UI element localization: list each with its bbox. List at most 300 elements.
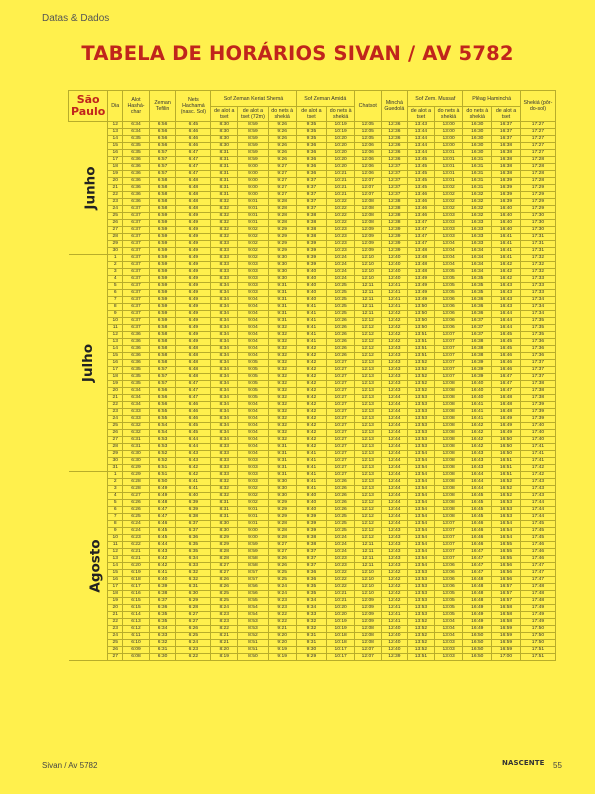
time-cell: 13:08 [434, 479, 463, 486]
day-cell: 31 [108, 465, 123, 472]
time-cell: 6:32 [149, 640, 176, 647]
day-cell: 17 [108, 367, 123, 374]
time-cell: 12:37 [381, 164, 408, 171]
table-row [69, 318, 556, 325]
time-cell: 12:13 [354, 444, 381, 451]
table-row [69, 647, 556, 654]
table-row [69, 367, 556, 374]
table-row [69, 185, 556, 192]
time-cell: 17:32 [520, 269, 555, 276]
time-cell: 13:44 [408, 143, 435, 150]
time-cell: 16:47 [492, 374, 521, 381]
time-cell: 12:11 [354, 563, 381, 570]
time-cell: 16:45 [492, 339, 521, 346]
time-cell: 16:37 [492, 136, 521, 143]
table-row [69, 528, 556, 535]
time-cell: 9:03 [238, 290, 269, 297]
time-cell: 9:27 [268, 164, 296, 171]
time-cell: 6:56 [149, 388, 176, 395]
time-cell: 13:02 [434, 206, 463, 213]
time-cell: 9:41 [296, 458, 327, 465]
time-cell: 12:44 [381, 500, 408, 507]
time-cell: 8:32 [211, 213, 238, 220]
time-cell: 8:34 [211, 409, 238, 416]
time-cell: 6:59 [149, 220, 176, 227]
time-cell: 16:31 [463, 157, 492, 164]
time-cell: 9:31 [268, 311, 296, 318]
time-cell: 9:25 [268, 570, 296, 577]
time-cell: 9:32 [268, 416, 296, 423]
time-cell: 12:44 [381, 514, 408, 521]
time-cell: 10:25 [327, 290, 355, 297]
time-cell: 13:52 [408, 626, 435, 633]
table-row [69, 479, 556, 486]
time-cell: 6:59 [149, 248, 176, 255]
table-row [69, 136, 556, 143]
time-cell: 17:36 [520, 353, 555, 360]
time-cell: 8:59 [238, 143, 269, 150]
time-cell: 9:37 [296, 199, 327, 206]
table-row [69, 584, 556, 591]
time-cell: 16:38 [492, 157, 521, 164]
time-cell: 12:12 [354, 521, 381, 528]
time-cell: 16:58 [492, 612, 521, 619]
time-cell: 8:27 [211, 570, 238, 577]
time-cell: 9:40 [296, 283, 327, 290]
time-cell: 6:30 [123, 458, 150, 465]
time-cell: 12:12 [354, 528, 381, 535]
time-cell: 8:33 [211, 465, 238, 472]
time-cell: 10:26 [327, 346, 355, 353]
time-cell: 6:49 [176, 304, 211, 311]
table-row [69, 549, 556, 556]
day-cell: 8 [108, 521, 123, 528]
time-cell: 13:07 [434, 339, 463, 346]
time-cell: 17:35 [520, 318, 555, 325]
time-cell: 9:36 [296, 150, 327, 157]
table-row [69, 122, 556, 129]
time-cell: 16:46 [463, 528, 492, 535]
day-cell: 22 [108, 402, 123, 409]
time-cell: 12:13 [354, 423, 381, 430]
time-cell: 13:53 [408, 577, 435, 584]
time-cell: 13:46 [408, 213, 435, 220]
time-cell: 17:29 [520, 199, 555, 206]
month-label [69, 472, 108, 661]
time-cell: 9:31 [268, 304, 296, 311]
time-cell: 16:37 [463, 318, 492, 325]
table-row [69, 234, 556, 241]
time-cell: 6:31 [149, 647, 176, 654]
time-cell: 8:30 [211, 521, 238, 528]
time-cell: 16:40 [492, 213, 521, 220]
time-cell: 13:53 [408, 395, 435, 402]
time-cell: 6:35 [123, 367, 150, 374]
time-cell: 6:28 [123, 486, 150, 493]
time-cell: 17:50 [520, 640, 555, 647]
time-cell: 8:34 [211, 325, 238, 332]
day-cell: 21 [108, 612, 123, 619]
time-cell: 13:54 [408, 549, 435, 556]
time-cell: 6:37 [123, 227, 150, 234]
time-cell: 6:14 [123, 612, 150, 619]
time-cell: 16:44 [492, 325, 521, 332]
table-row [69, 430, 556, 437]
time-cell: 13:04 [434, 626, 463, 633]
time-cell: 12:44 [381, 486, 408, 493]
time-cell: 9:27 [268, 185, 296, 192]
time-cell: 6:20 [123, 563, 150, 570]
time-cell: 6:25 [176, 633, 211, 640]
time-cell: 6:49 [176, 318, 211, 325]
day-cell: 11 [108, 542, 123, 549]
time-cell: 9:31 [268, 283, 296, 290]
time-cell: 6:58 [149, 185, 176, 192]
time-cell: 17:29 [520, 206, 555, 213]
time-cell: 9:05 [238, 381, 269, 388]
time-cell: 12:44 [381, 479, 408, 486]
day-cell: 2 [108, 479, 123, 486]
time-cell: 16:38 [492, 143, 521, 150]
time-cell: 8:55 [238, 598, 269, 605]
time-cell: 13:49 [408, 283, 435, 290]
time-cell: 6:29 [123, 465, 150, 472]
time-cell: 13:46 [408, 199, 435, 206]
time-cell: 12:11 [354, 290, 381, 297]
time-cell: 16:52 [492, 493, 521, 500]
time-cell: 6:37 [123, 248, 150, 255]
time-cell: 6:09 [123, 647, 150, 654]
time-cell: 9:26 [268, 129, 296, 136]
day-cell: 30 [108, 458, 123, 465]
time-cell: 13:08 [434, 395, 463, 402]
time-cell: 12:42 [381, 584, 408, 591]
time-cell: 9:05 [238, 388, 269, 395]
day-cell: 8 [108, 304, 123, 311]
time-cell: 6:28 [123, 479, 150, 486]
time-cell: 12:41 [381, 619, 408, 626]
time-cell: 16:48 [463, 591, 492, 598]
time-cell: 6:59 [149, 255, 176, 262]
time-cell: 9:39 [296, 248, 327, 255]
time-cell: 9:38 [296, 542, 327, 549]
time-cell: 16:44 [492, 318, 521, 325]
time-cell: 9:02 [238, 248, 269, 255]
time-cell: 9:26 [268, 122, 296, 129]
time-cell: 13:47 [408, 234, 435, 241]
time-cell: 6:58 [149, 178, 176, 185]
time-cell: 6:53 [149, 444, 176, 451]
month-name: Junho [82, 166, 99, 210]
day-cell: 26 [108, 647, 123, 654]
time-cell: 8:53 [238, 626, 269, 633]
time-cell: 12:10 [354, 591, 381, 598]
time-cell: 9:41 [296, 486, 327, 493]
table-row [69, 640, 556, 647]
time-cell: 6:37 [123, 283, 150, 290]
table-row [69, 409, 556, 416]
time-cell: 9:32 [268, 388, 296, 395]
time-cell: 12:13 [354, 437, 381, 444]
time-cell: 9:19 [268, 647, 296, 654]
time-cell: 13:05 [434, 591, 463, 598]
time-cell: 9:26 [268, 556, 296, 563]
time-cell: 13:03 [434, 227, 463, 234]
time-cell: 6:58 [149, 199, 176, 206]
time-cell: 6:37 [123, 220, 150, 227]
time-cell: 6:58 [149, 339, 176, 346]
time-cell: 6:47 [149, 514, 176, 521]
day-cell: 21 [108, 395, 123, 402]
time-cell: 12:12 [354, 332, 381, 339]
time-cell: 9:29 [268, 500, 296, 507]
time-cell: 9:36 [296, 143, 327, 150]
time-cell: 6:37 [123, 262, 150, 269]
table-row [69, 374, 556, 381]
time-cell: 6:32 [123, 423, 150, 430]
table-row [69, 514, 556, 521]
time-cell: 12:08 [354, 626, 381, 633]
day-cell: 16 [108, 150, 123, 157]
time-cell: 13:52 [408, 633, 435, 640]
day-cell: 25 [108, 423, 123, 430]
time-cell: 6:38 [176, 514, 211, 521]
time-cell: 13:07 [434, 360, 463, 367]
time-cell: 6:46 [176, 129, 211, 136]
time-cell: 13:54 [408, 542, 435, 549]
time-cell: 12:44 [381, 395, 408, 402]
time-cell: 13:08 [434, 493, 463, 500]
time-cell: 12:12 [354, 339, 381, 346]
time-cell: 17:28 [520, 164, 555, 171]
time-cell: 16:54 [492, 528, 521, 535]
time-cell: 9:29 [296, 654, 327, 661]
time-cell: 13:47 [408, 220, 435, 227]
time-cell: 10:27 [327, 444, 355, 451]
time-cell: 10:17 [327, 654, 355, 661]
time-cell: 12:07 [354, 178, 381, 185]
time-cell: 8:33 [211, 276, 238, 283]
time-cell: 6:59 [149, 318, 176, 325]
time-cell: 6:47 [176, 171, 211, 178]
time-cell: 16:45 [463, 493, 492, 500]
time-cell: 16:48 [463, 598, 492, 605]
time-cell: 10:26 [327, 493, 355, 500]
time-cell: 8:33 [211, 255, 238, 262]
time-cell: 13:54 [408, 563, 435, 570]
time-cell: 17:50 [520, 626, 555, 633]
time-cell: 10:26 [327, 318, 355, 325]
time-cell: 6:37 [123, 255, 150, 262]
time-cell: 13:01 [434, 150, 463, 157]
table-row [69, 612, 556, 619]
time-cell: 10:23 [327, 248, 355, 255]
time-cell: 6:34 [123, 122, 150, 129]
time-cell: 6:46 [176, 416, 211, 423]
time-cell: 6:59 [149, 304, 176, 311]
time-cell: 12:42 [381, 570, 408, 577]
time-cell: 8:25 [211, 591, 238, 598]
time-cell: 6:21 [123, 556, 150, 563]
time-cell: 13:49 [408, 276, 435, 283]
time-cell: 16:49 [492, 430, 521, 437]
time-cell: 8:31 [211, 500, 238, 507]
day-cell: 25 [108, 213, 123, 220]
time-cell: 6:38 [149, 591, 176, 598]
time-cell: 9:40 [296, 500, 327, 507]
time-cell: 12:44 [381, 409, 408, 416]
time-cell: 16:39 [492, 199, 521, 206]
publisher-logo: NASCENTE [502, 759, 545, 767]
time-cell: 16:50 [463, 647, 492, 654]
time-cell: 6:58 [149, 332, 176, 339]
time-cell: 12:06 [354, 150, 381, 157]
time-cell: 10:20 [327, 605, 355, 612]
time-cell: 13:06 [434, 304, 463, 311]
time-cell: 6:37 [123, 304, 150, 311]
time-cell: 6:49 [176, 234, 211, 241]
table-row [69, 311, 556, 318]
day-cell: 21 [108, 185, 123, 192]
time-cell: 9:00 [238, 528, 269, 535]
time-cell: 9:32 [268, 381, 296, 388]
time-cell: 8:34 [211, 395, 238, 402]
time-cell: 9:31 [268, 472, 296, 479]
time-cell: 8:34 [211, 437, 238, 444]
time-cell: 8:28 [211, 549, 238, 556]
time-cell: 17:34 [520, 311, 555, 318]
time-cell: 9:29 [268, 248, 296, 255]
time-cell: 13:08 [434, 514, 463, 521]
time-cell: 9:29 [268, 507, 296, 514]
header-amida: Sof Zeman Amidá [296, 91, 354, 107]
time-cell: 9:04 [238, 297, 269, 304]
time-cell: 13:00 [434, 129, 463, 136]
time-cell: 17:45 [520, 521, 555, 528]
time-cell: 16:47 [463, 570, 492, 577]
time-cell: 13:05 [434, 276, 463, 283]
time-cell: 17:31 [520, 234, 555, 241]
time-cell: 9:27 [268, 192, 296, 199]
time-cell: 6:17 [123, 584, 150, 591]
time-cell: 12:10 [354, 570, 381, 577]
time-cell: 17:41 [520, 451, 555, 458]
time-cell: 10:24 [327, 542, 355, 549]
time-cell: 13:04 [434, 255, 463, 262]
time-cell: 12:44 [381, 423, 408, 430]
time-cell: 12:41 [381, 612, 408, 619]
time-cell: 6:27 [176, 619, 211, 626]
time-cell: 6:37 [123, 325, 150, 332]
time-cell: 13:53 [408, 444, 435, 451]
time-cell: 12:36 [381, 157, 408, 164]
time-cell: 10:22 [327, 206, 355, 213]
time-cell: 13:54 [408, 479, 435, 486]
time-cell: 6:45 [149, 528, 176, 535]
time-cell: 12:11 [354, 283, 381, 290]
time-cell: 6:59 [149, 311, 176, 318]
time-cell: 6:35 [123, 143, 150, 150]
time-cell: 9:40 [296, 493, 327, 500]
time-cell: 8:34 [211, 416, 238, 423]
time-cell: 13:51 [408, 353, 435, 360]
time-cell: 16:55 [492, 556, 521, 563]
time-cell: 16:43 [463, 458, 492, 465]
time-cell: 9:32 [296, 626, 327, 633]
time-cell: 12:08 [354, 213, 381, 220]
time-cell: 6:49 [176, 297, 211, 304]
time-cell: 13:08 [434, 409, 463, 416]
time-cell: 13:50 [408, 311, 435, 318]
time-cell: 8:32 [211, 234, 238, 241]
time-cell: 12:11 [354, 556, 381, 563]
time-cell: 6:48 [176, 374, 211, 381]
time-cell: 6:25 [123, 514, 150, 521]
time-cell: 16:55 [492, 549, 521, 556]
day-cell: 10 [108, 318, 123, 325]
time-cell: 12:10 [354, 577, 381, 584]
time-cell: 12:13 [354, 360, 381, 367]
time-cell: 17:49 [520, 619, 555, 626]
time-cell: 13:52 [408, 640, 435, 647]
time-cell: 6:49 [176, 325, 211, 332]
time-cell: 6:48 [176, 199, 211, 206]
time-cell: 12:39 [381, 248, 408, 255]
month-name: Julho [79, 343, 96, 383]
time-cell: 6:37 [123, 269, 150, 276]
time-cell: 9:41 [296, 451, 327, 458]
time-cell: 17:46 [520, 549, 555, 556]
time-cell: 17:40 [520, 423, 555, 430]
time-cell: 16:30 [463, 136, 492, 143]
time-cell: 9:41 [296, 318, 327, 325]
time-cell: 6:34 [149, 626, 176, 633]
time-cell: 6:53 [149, 437, 176, 444]
time-cell: 9:02 [238, 255, 269, 262]
time-cell: 10:27 [327, 437, 355, 444]
time-cell: 8:54 [238, 612, 269, 619]
time-cell: 13:07 [434, 367, 463, 374]
time-cell: 6:36 [123, 346, 150, 353]
time-cell: 9:28 [268, 220, 296, 227]
time-cell: 6:47 [176, 395, 211, 402]
time-cell: 16:41 [492, 255, 521, 262]
time-cell: 8:34 [211, 339, 238, 346]
time-cell: 6:55 [149, 416, 176, 423]
time-cell: 13:02 [434, 192, 463, 199]
time-cell: 9:42 [296, 374, 327, 381]
time-cell: 13:52 [408, 367, 435, 374]
time-cell: 17:51 [520, 654, 555, 661]
time-cell: 16:47 [463, 563, 492, 570]
time-cell: 16:39 [463, 374, 492, 381]
time-cell: 9:32 [268, 409, 296, 416]
time-cell: 10:20 [327, 157, 355, 164]
time-cell: 12:43 [381, 563, 408, 570]
time-cell: 6:08 [123, 654, 150, 661]
time-cell: 9:42 [296, 402, 327, 409]
time-cell: 16:43 [463, 451, 492, 458]
time-cell: 17:31 [520, 241, 555, 248]
time-cell: 6:24 [176, 640, 211, 647]
time-cell: 9:37 [296, 563, 327, 570]
time-cell: 9:32 [268, 402, 296, 409]
time-cell: 8:32 [211, 486, 238, 493]
time-cell: 8:52 [238, 633, 269, 640]
time-cell: 12:39 [381, 234, 408, 241]
time-cell: 6:52 [149, 451, 176, 458]
day-cell: 12 [108, 122, 123, 129]
